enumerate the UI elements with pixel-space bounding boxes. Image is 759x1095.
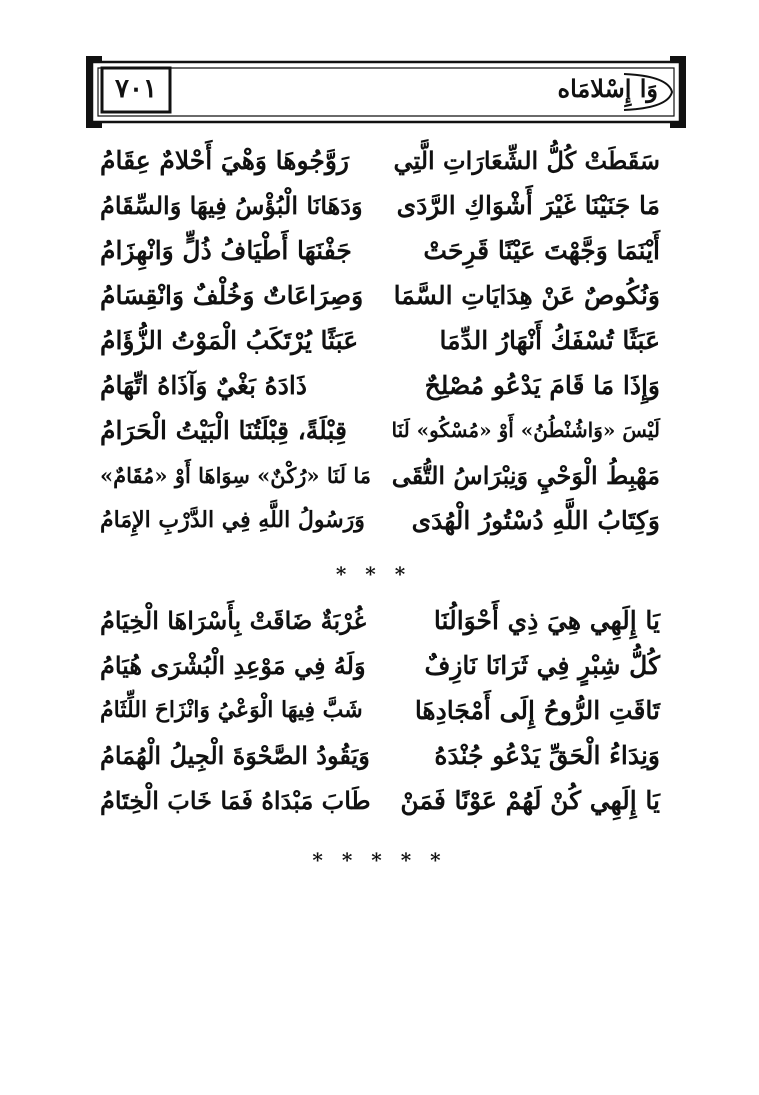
- verse-line: [100, 363, 660, 408]
- first-hemistich: وَنِدَاءُ الْحَقِّ يَدْعُو جُنْدَهُ: [434, 741, 660, 770]
- second-hemistich: وَرَسُولُ اللَّهِ فِي الدَّرْبِ الإِمَامُ: [100, 507, 365, 533]
- first-hemistich: كُلُّ شِبْرٍ فِي ثَرَانَا نَازِفٌ: [424, 651, 660, 680]
- poem-stanza-2: [100, 598, 660, 823]
- second-hemistich: قِبْلَةً، قِبْلَتُنَا الْبَيْتُ الْحَرَامُ: [100, 416, 347, 445]
- second-hemistich: وَدَهَانَا الْبُؤْسُ فِيهَا وَالسِّقَامُ: [100, 191, 363, 220]
- second-hemistich: وَلَهُ فِي مَوْعِدِ الْبُشْرَى هُيَامُ: [100, 651, 366, 680]
- first-hemistich: تَاقَتِ الرُّوحُ إِلَى أَمْجَادِهَا: [414, 696, 660, 725]
- verse-line: [100, 273, 660, 318]
- first-hemistich: يَا إِلَهِي هِيَ ذِي أَحْوَالُنَا: [433, 606, 660, 635]
- verse-line: [100, 138, 660, 183]
- stanza-divider: * * *: [335, 562, 412, 586]
- first-hemistich: عَبَثًا تُسْفَكُ أَنْهَارُ الدِّمَا: [439, 326, 660, 355]
- page-number: ٧٠١: [115, 74, 157, 104]
- second-hemistich: طَابَ مَبْدَاهُ فَمَا خَابَ الْخِتَامُ: [100, 786, 371, 815]
- second-hemistich: وَصِرَاعَاتٌ وَخُلْفٌ وَانْقِسَامُ: [100, 281, 364, 310]
- second-hemistich: جَفْنَهَا أَطْيَافُ ذُلٍّ وَانْهِزَامُ: [100, 236, 352, 265]
- verse-line: [100, 453, 660, 498]
- end-divider: * * * * *: [312, 848, 447, 872]
- first-hemistich: لَيْسَ «وَاشُنْطُنُ» أَوْ «مُسْكُو» لَنَا: [391, 418, 660, 442]
- first-hemistich: أَيْنَمَا وَجَّهْتَ عَيْنًا قَرِحَتْ: [423, 236, 660, 265]
- first-hemistich: وَإِذَا مَا قَامَ يَدْعُو مُصْلِحٌ: [424, 371, 660, 400]
- verse-line: [100, 733, 660, 778]
- second-hemistich: شَبَّ فِيهَا الْوَعْيُ وَانْزَاحَ اللِّثَامُ: [100, 697, 363, 723]
- verse-line: [100, 598, 660, 643]
- first-hemistich: مَا جَنَيْنَا غَيْرَ أَشْوَاكِ الرَّدَى: [396, 191, 660, 220]
- verse-line: [100, 318, 660, 363]
- first-hemistich: مَهْبِطُ الْوَحْيِ وَنِبْرَاسُ التُّقَى: [391, 461, 660, 490]
- second-hemistich: ذَادَهُ بَغْيٌ وَآذَاهُ اتِّهَامُ: [100, 371, 307, 400]
- second-hemistich: وَيَقُودُ الصَّحْوَةَ الْجِيلُ الْهُمَامُ: [100, 741, 370, 770]
- verse-line: [100, 183, 660, 228]
- poem-stanza-1: [100, 138, 660, 543]
- verse-line: [100, 778, 660, 823]
- verse-line: [100, 643, 660, 688]
- verse-line: [100, 688, 660, 733]
- running-header: [84, 56, 688, 128]
- second-hemistich: غُرْبَةٌ ضَاقَتْ بِأَسْرَاهَا الْخِيَامُ: [100, 606, 367, 635]
- running-title: وَا إِسْلامَاه: [557, 74, 658, 103]
- verse-line: [100, 408, 660, 453]
- first-hemistich: وَنُكُوصٌ عَنْ هِدَايَاتِ السَّمَا: [393, 281, 660, 310]
- first-hemistich: يَا إِلَهِي كُنْ لَهُمْ عَوْنًا فَمَنْ: [400, 786, 660, 815]
- first-hemistich: سَقَطَتْ كُلُّ الشِّعَارَاتِ الَّتِي: [393, 146, 660, 175]
- verse-line: [100, 228, 660, 273]
- verse-line: [100, 498, 660, 543]
- second-hemistich: عَبَثًا يُرْتَكَبُ الْمَوْتُ الزُّؤَامُ: [100, 326, 359, 355]
- first-hemistich: وَكِتَابُ اللَّهِ دُسْتُورُ الْهُدَى: [411, 506, 660, 535]
- second-hemistich: مَا لَنَا «رُكْنٌ» سِوَاهَا أَوْ «مُقَامٌ»: [100, 463, 371, 488]
- second-hemistich: رَوَّجُوهَا وَهْيَ أَحْلامٌ عِقَامُ: [100, 146, 349, 175]
